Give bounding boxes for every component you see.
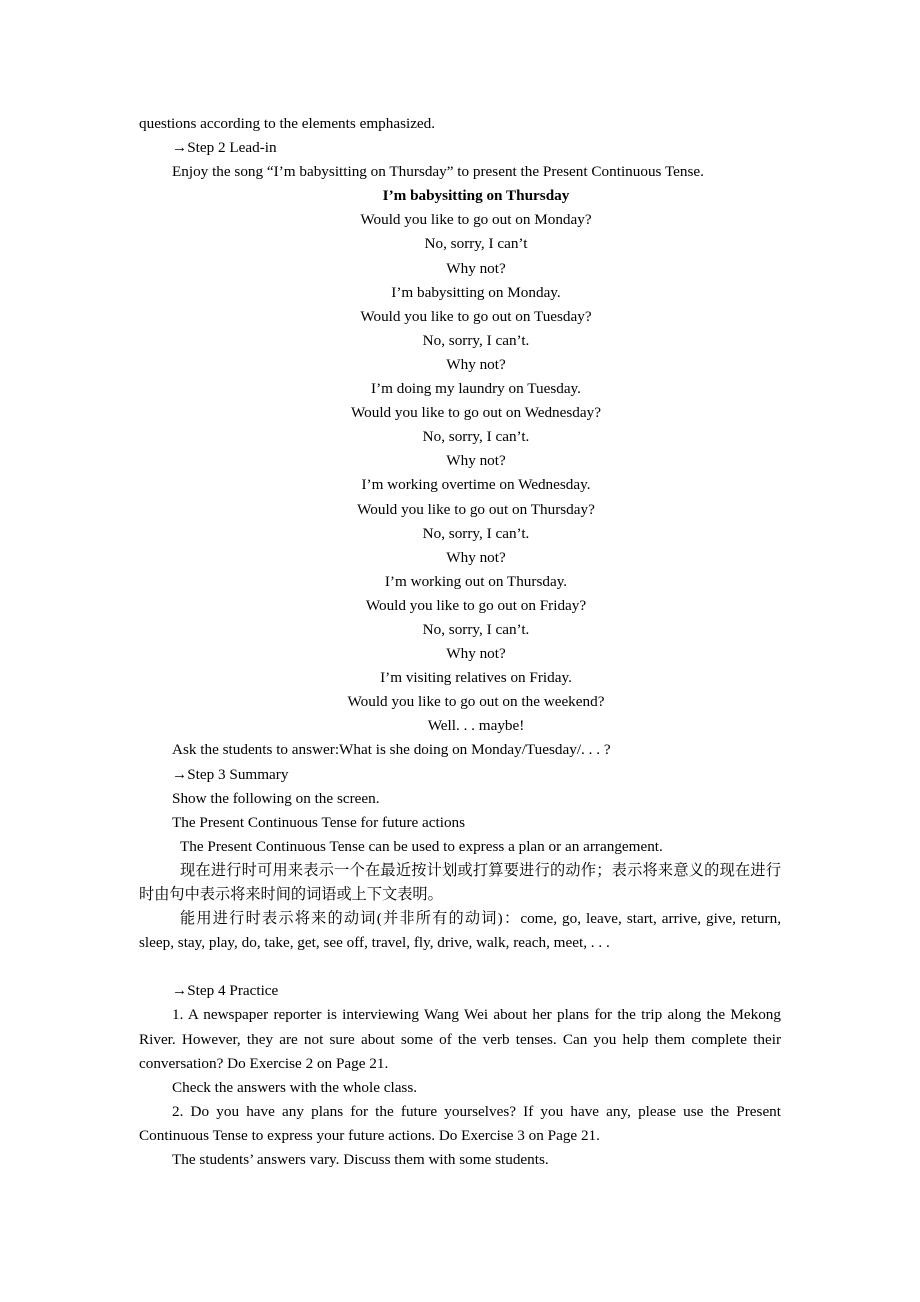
song-line: Well. . . maybe!	[427, 717, 525, 735]
song-title: I’m babysitting on Thursday	[382, 187, 570, 205]
blank-line	[139, 955, 781, 979]
song-line: Why not?	[446, 355, 506, 373]
song-line: Would you like to go out on the weekend?	[347, 693, 605, 711]
song-line: Would you like to go out on Friday?	[365, 596, 587, 614]
ask-line: Ask the students to answer:What is she doing on Monday/Tuesday/. . . ?	[172, 741, 611, 759]
answers-vary: The students’ answers vary. Discuss them with some students.	[172, 1151, 549, 1169]
song-line: No, sorry, I can’t.	[422, 428, 530, 446]
song-line: I’m working overtime on Wednesday.	[361, 476, 591, 494]
song-line: Why not?	[446, 259, 506, 277]
song-line: No, sorry, I can’t.	[422, 331, 530, 349]
step3-heading: →Step 3 Summary	[172, 765, 289, 783]
song-line: Would you like to go out on Monday?	[360, 211, 592, 229]
song-line: Would you like to go out on Wednesday?	[351, 404, 601, 422]
document-page	[139, 112, 781, 1172]
song-line: I’m doing my laundry on Tuesday.	[371, 380, 581, 398]
step4-heading: →Step 4 Practice	[172, 982, 279, 1000]
intro-line: questions according to the elements emphasized.	[139, 115, 436, 132]
song-line: Why not?	[446, 452, 506, 470]
song-line: No, sorry, I can’t	[424, 235, 528, 253]
song-lyrics	[139, 184, 813, 738]
song-lines	[139, 208, 813, 738]
song-line: No, sorry, I can’t.	[422, 524, 530, 542]
song-line: I’m working out on Thursday.	[384, 572, 568, 590]
verb-list: 能用进行时表示将来的动词(并非所有的动词)：come, go, leave, start, arrive, give, return, sleep, stay, play, do, take, get, see off, travel, fly, drive, walk, reach, meet, . . .	[139, 910, 781, 952]
step2-heading: →Step 2 Lead-in	[172, 139, 277, 157]
song-line: I’m babysitting on Monday.	[391, 283, 561, 301]
check-answers: Check the answers with the whole class.	[172, 1078, 418, 1096]
song-line: No, sorry, I can’t.	[422, 620, 530, 638]
step2-instruction: Enjoy the song “I’m babysitting on Thursday” to present the Present Continuous Tense.	[172, 163, 704, 181]
song-line: Would you like to go out on Thursday?	[357, 500, 595, 518]
step3-topic: The Present Continuous Tense for future actions	[172, 813, 466, 831]
practice-item-1: 1. A newspaper reporter is interviewing Wang Wei about her plans for the trip along the Mekong River. However, they are not sure about some of the verb tenses. Can you help them complete their conversation? Do Exercise 2 on Page 21.	[139, 1006, 781, 1072]
song-line: Why not?	[446, 548, 506, 566]
rule-english: The Present Continuous Tense can be used to express a plan or an arrangement.	[180, 837, 663, 855]
song-line: Why not?	[446, 645, 506, 663]
rule-chinese: 现在进行时可用来表示一个在最近按计划或打算要进行的动作；表示将来意义的现在进行时由句中表示将来时间的词语或上下文表明。	[139, 861, 781, 903]
song-line: I’m visiting relatives on Friday.	[380, 669, 572, 687]
step3-show: Show the following on the screen.	[172, 789, 380, 807]
song-line: Would you like to go out on Tuesday?	[360, 307, 592, 325]
practice-item-2: 2. Do you have any plans for the future yourselves? If you have any, please use the Present Continuous Tense to express your future actions. Do Exercise 3 on Page 21.	[139, 1102, 781, 1144]
